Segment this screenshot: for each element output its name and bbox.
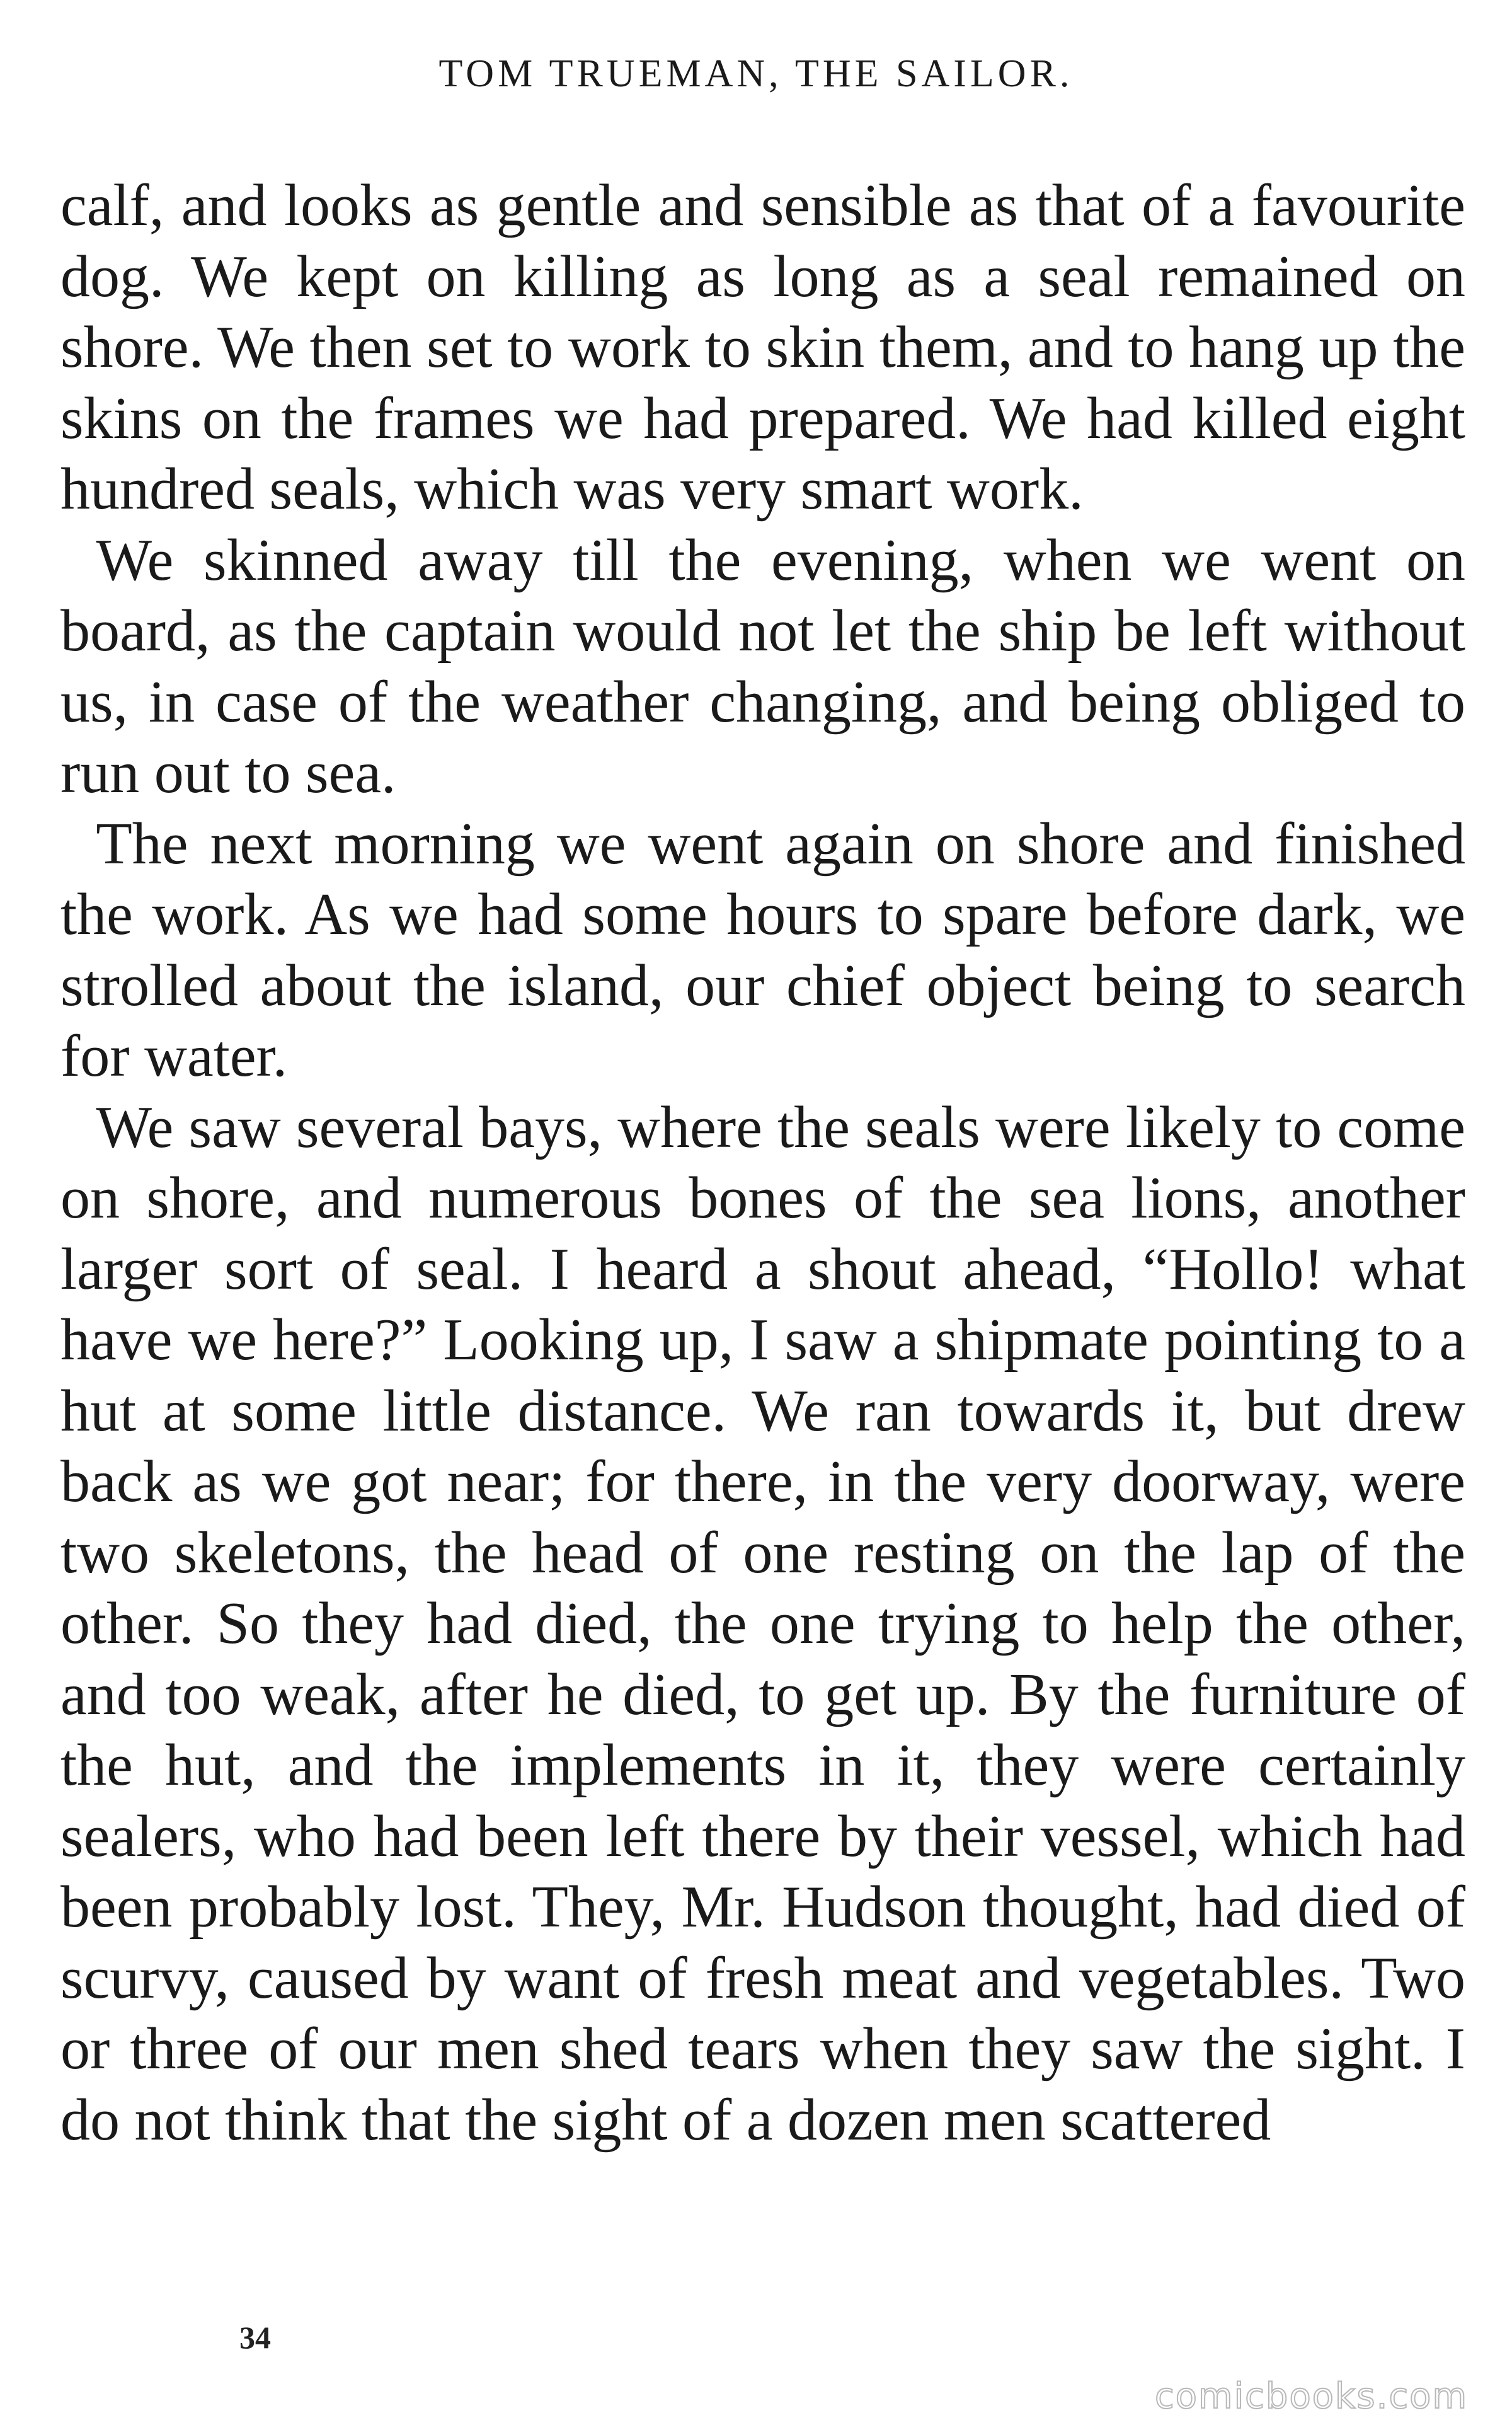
page-number: 34 bbox=[239, 2320, 271, 2355]
watermark: comicbooks.com bbox=[1154, 2376, 1468, 2417]
paragraph-4: We saw several bays, where the seals were likely to come on shore, and numerous bones of the sea lions, another larger sort of seal. I heard a shout ahead, “Hollo! what have we here?” Looking up, I saw a shipmate pointing to a hut at some little distance. We ran towards it, but drew back as we got near; for there, in the very doorway, were two skeletons, the head of one resting on the lap of the other. So they had died, the one trying to help the other, and too weak, after he died, to get up. By the furniture of the hut, and the implements in it, they were certainly sealers, who had been left there by their vessel, which had been probably lost. They, Mr. Hudson thought, had died of scurvy, caused by want of fresh meat and vegetables. Two or three of our men shed tears when they saw the sight. I do not think that the sight of a dozen men scattered bbox=[60, 1094, 1465, 2153]
paragraph-2: We skinned away till the evening, when we went on board, as the captain would not let the ship be left without us, in case of the weather changing, and being obliged to run out to sea. bbox=[60, 527, 1465, 805]
body-text bbox=[60, 170, 1465, 2155]
paragraph-1: calf, and looks as gentle and sensible as that of a favourite dog. We kept on killing as long as a seal remained on shore. We then set to work to skin them, and to hang up the skins on the frames we had prepared. We had killed eight hundred seals, which was very smart work. bbox=[60, 173, 1465, 522]
running-head: TOM TRUEMAN, THE SAILOR. bbox=[438, 52, 1074, 95]
paragraph-3: The next morning we went again on shore and finished the work. As we had some hours to spare before dark, we strolled about the island, our chief object being to search for water. bbox=[60, 810, 1465, 1089]
